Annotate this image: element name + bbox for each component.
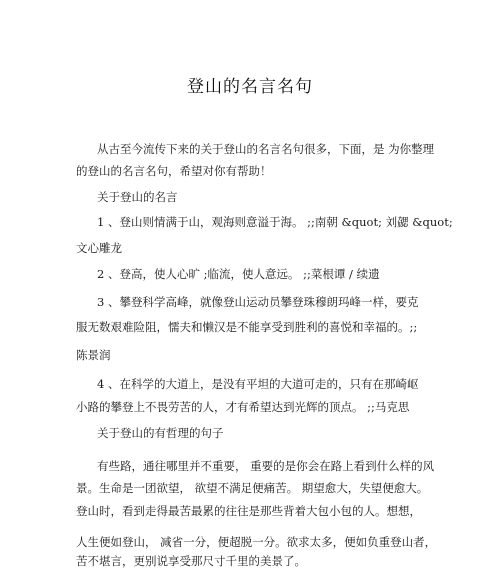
paragraph-line: 苦不堪言，更别说享受那尺寸千里的美景了。 [76, 554, 306, 568]
paragraph-line: 景。生命是一团欲望， 欲望不满足便痛苦。 期望愈大，失望便愈大。 [76, 481, 429, 495]
quote-line: 陈景润 [76, 348, 111, 362]
quote-line: 1 、登山则情满于山，观海则意溢于海。 ;;南朝 &quot; 刘勰 &quot; [97, 215, 453, 229]
intro-line: 的登山的名言名句，希望对你有帮助！ [76, 164, 272, 178]
quote-line: 4 、在科学的大道上，是没有平坦的大道可走的，只有在那崎岖 [97, 377, 419, 391]
section-heading: 关于登山的名言 [97, 190, 178, 204]
quote-line: 小路的攀登上不畏劳苦的人，才有希望达到光辉的顶点。 ;;马克思 [76, 400, 410, 414]
quote-line: 服无数艰难险阻，懦夫和懒汉是不能享受到胜利的喜悦和幸福的。;; [76, 320, 418, 334]
paragraph-line: 人生便如登山， 减省一分，便超脱一分。欲求太多，便如负重登山者， [76, 535, 437, 549]
quote-line: 文心雕龙 [76, 241, 122, 255]
paragraph-line: 登山时，看到走得最苦最累的往往是那些背着大包小包的人。想想， [76, 504, 421, 518]
quote-line: 2 、登高，使人心旷 ;临流，使人意远。 ;;菜根谭 / 续遗 [97, 267, 380, 281]
section-heading: 关于登山的有哲理的句子 [97, 426, 224, 440]
document-title: 登山的名言名句 [187, 77, 313, 97]
quote-line: 3 、攀登科学高峰，就像登山运动员攀登珠穆朗玛峰一样，要克 [97, 295, 419, 309]
intro-line: 从古至今流传下来的关于登山的名言名句很多，下面，是 为你整理 [97, 142, 435, 156]
paragraph-line: 有些路，通往哪里并不重要， 重要的是你会在路上看到什么样的风 [97, 459, 435, 473]
